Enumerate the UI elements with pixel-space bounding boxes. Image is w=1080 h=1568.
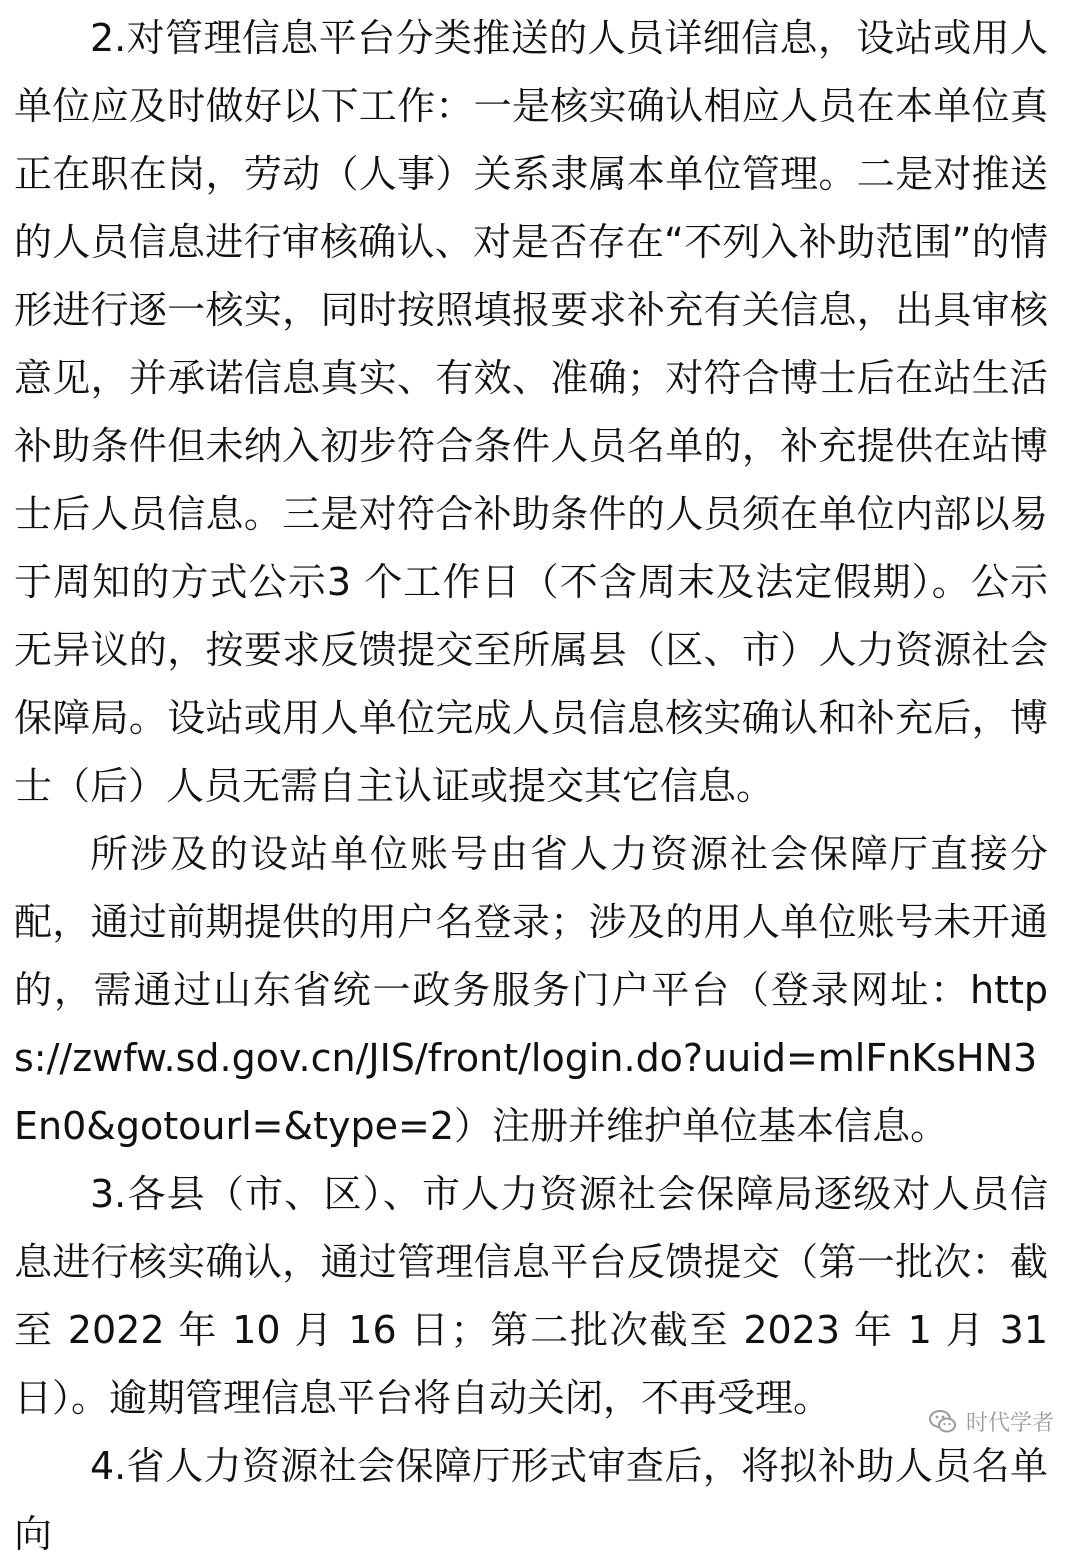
- watermark: [924, 1404, 1058, 1439]
- wechat-icon: [928, 1407, 958, 1437]
- watermark-label: 时代学者: [965, 1411, 1054, 1436]
- document-body: [14, 4, 1048, 1568]
- paragraph-account-info: 所涉及的设站单位账号由省人力资源社会保障厅直接分配，通过前期提供的用户名登录；涉及的用人单位账号未开通的，需通过山东省统一政务服务门户平台（登录网址：https://zwfw.sd.gov.cn/JIS/front/login.do?uuid=mlFnKsHN3En0&gotourl=&type=2）注册并维护单位基本信息。: [14, 832, 1048, 1148]
- paragraph-item-3: 3.各县（市、区）、市人力资源社会保障局逐级对人员信息进行核实确认，通过管理信息平台反馈提交（第一批次：截至 2022 年 10 月 16 日；第二批次截至 2023 年 1 月 31 日）。逾期管理信息平台将自动关闭，不再受理。: [14, 1172, 1048, 1420]
- paragraph-item-2: 2.对管理信息平台分类推送的人员详细信息，设站或用人单位应及时做好以下工作：一是核实确认相应人员在本单位真正在职在岗，劳动（人事）关系隶属本单位管理。二是对推送的人员信息进行审核确认、对是否存在“不列入补助范围”的情形进行逐一核实，同时按照填报要求补充有关信息，出具审核意见，并承诺信息真实、有效、准确；对符合博士后在站生活补助条件但未纳入初步符合条件人员名单的，补充提供在站博士后人员信息。三是对符合补助条件的人员须在单位内部以易于周知的方式公示3 个工作日（不含周末及法定假期）。公示无异议的，按要求反馈提交至所属县（区、市）人力资源社会保障局。设站或用人单位完成人员信息核实确认和补充后，博士（后）人员无需自主认证或提交其它信息。: [14, 16, 1048, 808]
- paragraph-item-4: 4.省人力资源社会保障厅形式审查后，将拟补助人员名单向: [14, 1444, 1048, 1556]
